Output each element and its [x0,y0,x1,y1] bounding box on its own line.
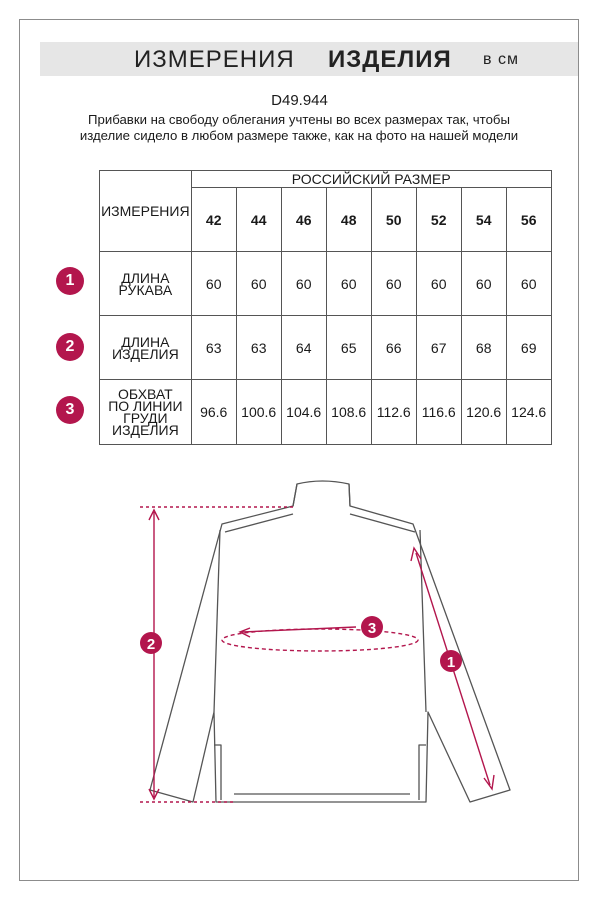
table-cell: 60 [506,252,551,316]
table-cell: 68 [461,316,506,380]
size-header: 48 [326,188,371,252]
chest-ellipse [222,629,418,651]
row-number-badge: 2 [56,333,84,361]
table-cell: 60 [236,252,281,316]
table-cell: 63 [191,316,236,380]
table-row [100,380,552,445]
measurement-lines [140,507,494,802]
table-cell: 67 [416,316,461,380]
table-cell: 69 [506,316,551,380]
table-cell: 104.6 [281,380,326,445]
title-banner [40,42,578,76]
table-cell: 116.6 [416,380,461,445]
row-label: ДЛИНА РУКАВА [100,252,192,316]
table-cell: 65 [326,316,371,380]
size-system-header: РОССИЙСКИЙ РАЗМЕР [191,171,551,188]
size-header: 46 [281,188,326,252]
size-header: 50 [371,188,416,252]
table-cell: 60 [416,252,461,316]
row-label: ОБХВАТ ПО ЛИНИИ ГРУДИ ИЗДЕЛИЯ [100,380,192,445]
table-cell: 124.6 [506,380,551,445]
table-cell: 120.6 [461,380,506,445]
table-row [100,252,552,316]
size-table [99,170,552,445]
diagram-badges [140,616,462,672]
fit-note: Прибавки на свободу облегания учтены во всех размерах так, чтобы изделие сидело в любом размере также, как на фото на нашей модели [79,112,519,143]
size-header: 44 [236,188,281,252]
size-header: 42 [191,188,236,252]
sleeve-badge-number: 1 [446,654,456,671]
table-cell: 100.6 [236,380,281,445]
row-number-badge: 1 [56,267,84,295]
table-cell: 60 [326,252,371,316]
title-word-measurements: ИЗМЕРЕНИЯ [134,46,295,73]
size-system-row [100,171,552,188]
size-header: 52 [416,188,461,252]
length-badge-number: 2 [146,636,156,653]
table-row [100,316,552,380]
measurements-header: ИЗМЕРЕНИЯ [100,171,192,252]
table-cell: 60 [191,252,236,316]
table-cell: 108.6 [326,380,371,445]
table-cell: 60 [461,252,506,316]
sweater-outline [150,481,510,802]
table-cell: 66 [371,316,416,380]
garment-measurement-diagram [0,460,599,860]
chest-badge-number: 3 [367,620,377,637]
size-header: 56 [506,188,551,252]
title-unit: в см [483,51,519,68]
table-cell: 63 [236,316,281,380]
size-header: 54 [461,188,506,252]
title-word-garment: ИЗДЕЛИЯ [328,46,452,73]
table-cell: 112.6 [371,380,416,445]
product-code: D49.944 [271,92,328,109]
table-cell: 64 [281,316,326,380]
table-cell: 96.6 [191,380,236,445]
row-number-badge: 3 [56,396,84,424]
table-cell: 60 [371,252,416,316]
table-cell: 60 [281,252,326,316]
row-label: ДЛИНА ИЗДЕЛИЯ [100,316,192,380]
